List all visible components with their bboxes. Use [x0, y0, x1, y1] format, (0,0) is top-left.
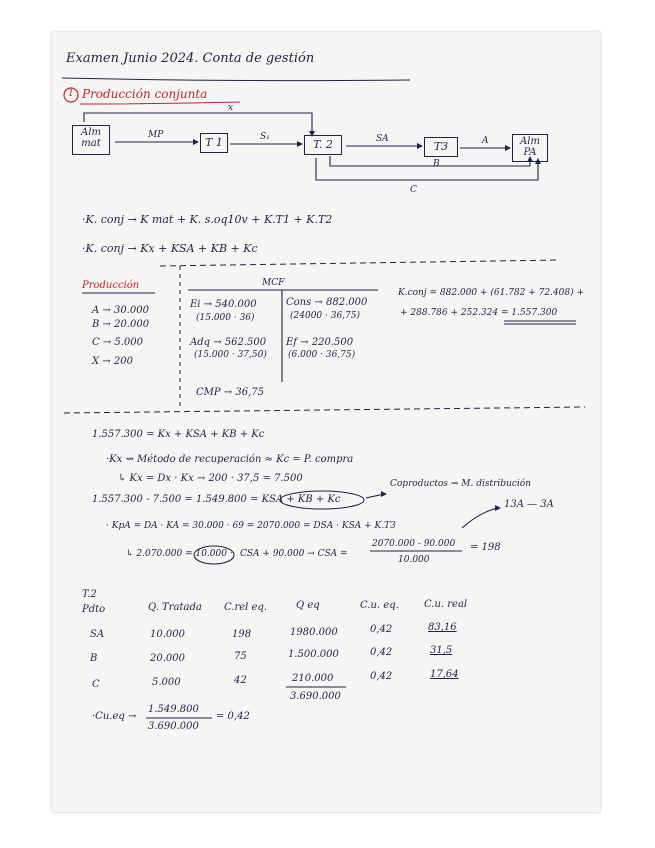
table-header: C.rel eq. — [224, 602, 268, 613]
section-heading: Producción conjunta — [82, 87, 208, 101]
mcf-ef: Ef → 220.500 — [286, 337, 354, 348]
mcf-cons: Cons → 882.000 — [286, 297, 368, 308]
mcf-adq: Adq → 562.500 — [190, 337, 267, 348]
kconj-line1: K.conj = 882.000 + (61.782 + 72.408) + — [398, 288, 585, 298]
eq-total: 1.557.300 = Kx + KSA + KB + Kc — [92, 429, 265, 440]
label-c: C — [410, 185, 417, 195]
label-b: B — [433, 159, 440, 169]
table-cell: 0,42 — [370, 671, 393, 682]
table-cell: 83,16 — [428, 622, 457, 633]
table-cell: 17,64 — [430, 669, 459, 680]
mcf-ei-detail: (15.000 · 36) — [196, 313, 255, 323]
label-mp: MP — [148, 130, 164, 140]
table-cell: 75 — [234, 651, 247, 662]
table-cell: C — [92, 679, 100, 690]
table-cell: 42 — [234, 675, 247, 686]
label-a: A — [482, 136, 489, 146]
table-header: Q eq — [296, 600, 320, 611]
table-cell: 1.500.000 — [288, 649, 339, 660]
label-s1: S₁ — [260, 132, 270, 142]
cueq-label: ·Cu.eq → — [92, 711, 137, 722]
box-t3: T3 — [424, 137, 458, 157]
produccion-item: C → 5.000 — [92, 337, 144, 348]
mcf-cons-detail: (24000 · 36,75) — [290, 311, 361, 321]
mcf-header: MCF — [262, 278, 285, 288]
note-13a-3a: 13A — 3A — [504, 499, 554, 510]
table-cell: 210.000 — [292, 673, 334, 684]
table-cell: 198 — [232, 629, 252, 640]
eq-csa-left: ↳ 2.070.000 = 10.000 · — [126, 549, 233, 559]
produccion-item: X → 200 — [92, 356, 133, 367]
formula-kconj-2: ·K. conj → Kx + KSA + KB + Kc — [82, 242, 258, 255]
label-x: x — [228, 103, 234, 113]
table-cell: 0,42 — [370, 647, 393, 658]
table-header: C.u. real — [424, 599, 468, 610]
table-total: 3.690.000 — [290, 691, 341, 702]
table-cell: 5.000 — [152, 677, 181, 688]
table-cell: 31,5 — [430, 645, 453, 656]
table-cell: B — [90, 653, 98, 664]
table-header: C.u. eq. — [360, 600, 399, 611]
eq-csa-mid: CSA + 90.000 → CSA = — [240, 549, 348, 559]
produccion-item: B → 20.000 — [92, 319, 150, 330]
eq-csa-result: = 198 — [470, 542, 501, 553]
table-cell: SA — [90, 629, 105, 640]
page-title: Examen Junio 2024. Conta de gestión — [66, 51, 315, 66]
produccion-item: A → 30.000 — [92, 305, 149, 316]
frac-denominator: 10.000 — [398, 555, 430, 565]
mcf-ef-detail: (6.000 · 36,75) — [288, 350, 356, 360]
box-t1: T 1 — [200, 133, 228, 153]
cueq-result: = 0,42 — [216, 711, 250, 722]
table-cell: 1980.000 — [290, 627, 338, 638]
table-header: Pdto — [82, 604, 106, 615]
mcf-cmp: CMP → 36,75 — [196, 387, 264, 398]
kconj-line2: + 288.786 + 252.324 = 1.557.300 — [400, 308, 558, 318]
section-number: 1 — [68, 89, 74, 99]
frac-numerator: 2070.000 - 90.000 — [372, 539, 456, 549]
table-cell: 10.000 — [150, 629, 185, 640]
label-sa: SA — [376, 134, 389, 144]
box-alm-mat: Alm mat — [72, 125, 110, 155]
box-t2: T. 2 — [304, 135, 342, 155]
note-kx-calc: ↳ Kx = Dx · Kx → 200 · 37,5 = 7.500 — [118, 473, 303, 484]
box-alm-pa: Alm PA — [512, 134, 548, 162]
note-kx-method: ·Kx ⇝ Método de recuperación ≈ Kc = P. compra — [106, 454, 354, 465]
note-coproductos: Coproductos ⇝ M. distribución — [390, 479, 531, 489]
eq-remaining: 1.557.300 - 7.500 = 1.549.800 = KSA + KB + Kc — [92, 494, 341, 505]
mcf-adq-detail: (15.000 · 37,50) — [194, 350, 267, 360]
table-header: Q. Tratada — [148, 602, 202, 613]
table-cell: 0,42 — [370, 624, 393, 635]
eq-kpa: · KpA = DA · KA = 30.000 · 69 = 2070.000 = DSA · KSA + K.T3 — [106, 521, 396, 531]
formula-kconj-1: ·K. conj → K mat + K. s.oq10v + K.T1 + K.T2 — [82, 213, 333, 226]
table-cell: 20.000 — [150, 653, 185, 664]
table-title: T.2 — [82, 589, 97, 600]
mcf-ei: Ei → 540.000 — [190, 299, 257, 310]
cueq-denominator: 3.690.000 — [148, 721, 199, 732]
produccion-header: Producción — [82, 280, 140, 291]
cueq-numerator: 1.549.800 — [148, 704, 199, 715]
